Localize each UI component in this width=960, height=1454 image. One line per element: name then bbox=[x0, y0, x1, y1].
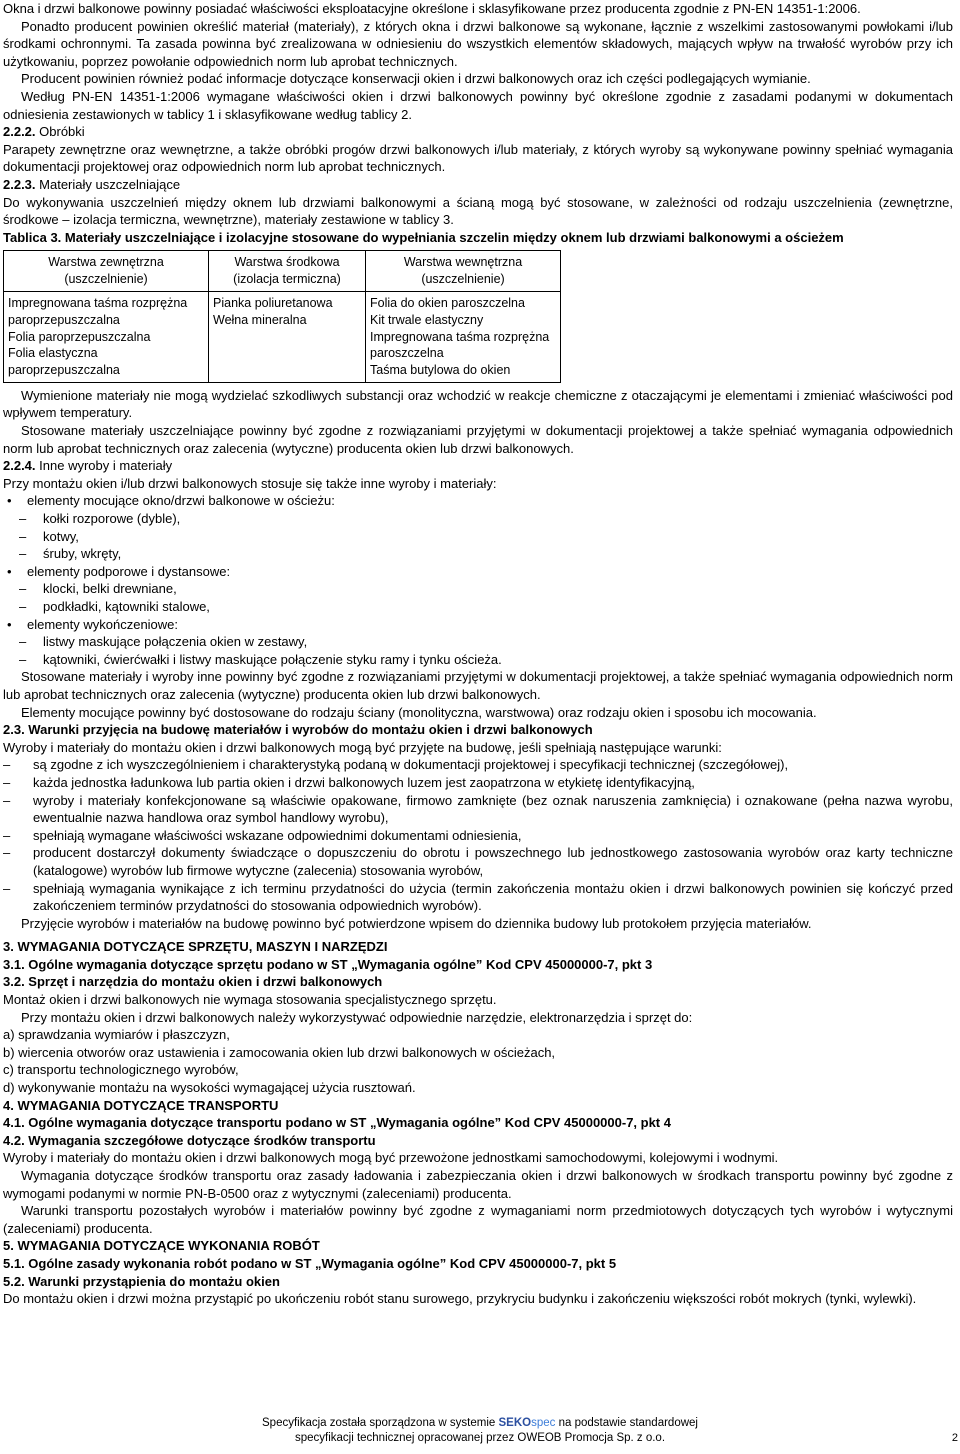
paragraph: Elementy mocujące powinny być dostosowane do rodzaju ściany (monolityczna, warstwowa) oraz rodzaju okien i sposobu ich mocowania. bbox=[21, 704, 817, 720]
paragraph: Wymienione materiały nie mogą wydzielać szkodliwych substancji oraz wchodzić w reakcje chemiczne z otaczającymi je elementami i zmieniać właściwości pod wpływem temperatury. bbox=[3, 387, 953, 421]
list-item: • elementy mocujące okno/drzwi balkonowe w ościeżu: bbox=[7, 493, 335, 509]
page-number: 2 bbox=[951, 1432, 958, 1444]
list-item: • elementy wykończeniowe: bbox=[7, 616, 179, 632]
list-item: – kołki rozporowe (dyble), bbox=[19, 511, 181, 527]
paragraph: Wyroby i materiały do montażu okien i drzwi balkonowych mogą być przyjęte na budowę, jeśli spełniają następujące warunki: bbox=[3, 739, 722, 755]
paragraph: Przyjęcie wyrobów i materiałów na budowę powinno być potwierdzone wpisem do dziennika budowy lub protokołem przyjęcia materiałów. bbox=[21, 915, 812, 931]
conditions-list bbox=[3, 756, 953, 914]
paragraph: Okna i drzwi balkonowe powinny posiadać właściwości eksploatacyjne określone i sklasyfikowane przez producenta zgodnie z PN-EN 14351-1:2006. bbox=[3, 1, 861, 16]
paragraph: Warunki transportu pozostałych wyrobów i materiałów powinny być zgodne z wymaganiami norm przedmiotowych dotyczących tych wyrobów i wytycznymi (zaleceniami) producenta. bbox=[3, 1203, 953, 1236]
table-row bbox=[4, 291, 561, 382]
list-item: • elementy podporowe i dystansowe: bbox=[7, 563, 231, 579]
paragraph: Parapety zewnętrzne oraz wewnętrzne, a także obróbki progów drzwi balkonowych i/lub materiały, z których wyroby są wykonywane powinny spełniać wymagania dokumentacji projektowej oraz odpowiednich norm lub aprobat technicznych. bbox=[3, 141, 953, 175]
list-item: – spełniają wymagane właściwości wskazane odpowiednimi dokumentami odniesienia, bbox=[3, 827, 522, 843]
table-caption: Tablica 3. Materiały uszczelniające i izolacyjne stosowane do wypełniania szczelin między oknem lub drzwiami balkonowymi a ościeżem bbox=[3, 229, 844, 245]
chapter-heading-5: 5. WYMAGANIA DOTYCZĄCE WYKONANIA ROBÓT bbox=[3, 1238, 320, 1254]
section-heading-5-1: 5.1. Ogólne zasady wykonania robót podano w ST „Wymagania ogólne” Kod CPV 45000000-7, pkt 5 bbox=[3, 1255, 617, 1271]
chapter-heading-3: 3. WYMAGANIA DOTYCZĄCE SPRZĘTU, MASZYN I NARZĘDZI bbox=[3, 939, 388, 955]
table-header-cell: Warstwa wewnętrzna (uszczelnienie) bbox=[366, 251, 561, 292]
sekospec-logo: SEKOspec bbox=[498, 1417, 556, 1429]
section-heading-2-2-4: 2.2.4. Inne wyroby i materiały bbox=[3, 458, 173, 474]
section-heading-2-3: 2.3. Warunki przyjęcia na budowę materiałów i wyrobów do montażu okien i drzwi balkonowych bbox=[3, 722, 593, 738]
list-item: d) wykonywanie montażu na wysokości wymagającej użycia rusztowań. bbox=[3, 1080, 416, 1096]
section-heading-3-2: 3.2. Sprzęt i narzędzia do montażu okien i drzwi balkonowych bbox=[3, 974, 383, 990]
list-item: c) transportu technologicznego wyrobów, bbox=[3, 1062, 239, 1078]
section-heading-2-2-3: 2.2.3. Materiały uszczelniające bbox=[3, 176, 181, 192]
paragraph: Stosowane materiały i wyroby inne powinny być zgodne z rozwiązaniami przyjętymi w dokumentacji projektowej, a także spełniać wymagania odpowiednich norm lub aprobat technicznych oraz zalecenia (wytyczne) producenta okien lub drzwi balkonowych. bbox=[3, 669, 953, 702]
section-heading-4-2: 4.2. Wymagania szczegółowe dotyczące środków transportu bbox=[3, 1132, 376, 1148]
list-item: – śruby, wkręty, bbox=[19, 546, 122, 562]
paragraph: Do montażu okien i drzwi można przystąpić po ukończeniu robót stanu surowego, przykryciu budynku i zakończeniu większości robót mokrych (tynki, wylewki). bbox=[3, 1291, 917, 1307]
document-page bbox=[3, 0, 953, 1308]
list-item: – listwy maskujące połączenia okien w zestawy, bbox=[19, 634, 308, 650]
list-item: – spełniają wymagania wynikające z ich terminu przydatności do użycia (termin zakończenia montażu okien i drzwi balkonowych powinien się kończyć przed zakończeniem terminów przydatności do stosowania odpowiednich wyrobów). bbox=[3, 880, 953, 914]
bullet-list bbox=[3, 492, 953, 668]
list-item: – kotwy, bbox=[19, 528, 79, 544]
section-heading-4-1: 4.1. Ogólne wymagania dotyczące transportu podano w ST „Wymagania ogólne” Kod CPV 45000000-7, pkt 4 bbox=[3, 1115, 671, 1131]
list-item: – producent dostarczył dokumenty świadczące o dopuszczeniu do obrotu i powszechnego lub jednostkowego zastosowania wyrobów oraz karty techniczne (katalogowe) wyrobów lub firmowe wytyczne (zalecenia) stosowania wyrobów, bbox=[3, 845, 953, 878]
materials-table bbox=[3, 250, 561, 383]
paragraph: Przy montażu okien i/lub drzwi balkonowych stosuje się także inne wyroby i materiały: bbox=[3, 475, 497, 491]
list-item: a) sprawdzania wymiarów i płaszczyzn, bbox=[3, 1027, 230, 1043]
section-heading-5-2: 5.2. Warunki przystąpienia do montażu okien bbox=[3, 1273, 280, 1289]
table-cell: Folia do okien paroszczelna Kit trwale elastyczny Impregnowana taśma rozprężna paroszczelna Taśma butylowa do okien bbox=[366, 291, 561, 382]
paragraph: Wyroby i materiały do montażu okien i drzwi balkonowych mogą być przewożone jednostkami samochodowymi, kolejowymi i wodnymi. bbox=[3, 1150, 779, 1166]
paragraph: Montaż okien i drzwi balkonowych nie wymaga stosowania specjalistycznego sprzętu. bbox=[3, 992, 497, 1008]
list-item: – każda jednostka ładunkowa lub partia okien i drzwi balkonowych luzem jest zaopatrzona w etykietę identyfikacyjną, bbox=[3, 774, 695, 790]
section-heading-2-2-2: 2.2.2. Obróbki bbox=[3, 124, 85, 140]
table-header-row bbox=[4, 251, 561, 292]
list-item: – podkładki, kątowniki stalowe, bbox=[19, 599, 210, 615]
table-header-cell: Warstwa środkowa (izolacja termiczna) bbox=[209, 251, 366, 292]
paragraph: Ponadto producent powinien określić materiał (materiały), z których okna i drzwi balkonowe są wykonane, łącznie z wszelkimi zastosowanymi powłokami i/lub środkami ochronnymi. Ta zasada powinna być zrealizowana w odniesieniu do wszystkich elementów składowych, mających wpływ na trwałość wyrobów przy ich użytkowaniu, poprzez powołanie odpowiednich norm lub aprobat technicznych. bbox=[3, 18, 953, 69]
paragraph: Producent powinien również podać informacje dotyczące konserwacji okien i drzwi balkonowych oraz ich części podlegających wymianie. bbox=[21, 71, 811, 87]
paragraph: Przy montażu okien i drzwi balkonowych należy wykorzystywać odpowiednie narzędzie, elektronarzędzia i sprzęt do: bbox=[21, 1009, 693, 1025]
paragraph: Stosowane materiały uszczelniające powinny być zgodne z rozwiązaniami przyjętymi w dokumentacji projektowej a także spełniać wymagania odpowiednich norm lub aprobat technicznych oraz zalecenia (wytyczne) producenta okien lub drzwi balkonowych. bbox=[3, 423, 953, 456]
list-item: – kątowniki, ćwierćwałki i listwy maskujące połączenie styku ramy i tynku ościeża. bbox=[19, 651, 502, 667]
section-heading-3-1: 3.1. Ogólne wymagania dotyczące sprzętu podano w ST „Wymagania ogólne” Kod CPV 45000000-7, pkt 3 bbox=[3, 956, 653, 972]
list-item: – wyroby i materiały konfekcjonowane są właściwie opakowane, firmowo zamknięte (bez oznak naruszenia zamknięcia) i oznakowane (pełna nazwa wyrobu, ewentualnie nazwa handlowa oraz symbol handlowy wyrobu), bbox=[3, 792, 953, 826]
paragraph: Wymagania dotyczące środków transportu oraz zasady ładowania i zabezpieczania okien i drzwi balkonowych w środkach transportu powinny być zgodne z wymogami podanymi w normie PN-B-0500 oraz z wytycznymi (zaleceniami) producenta. bbox=[3, 1168, 953, 1201]
table-cell: Impregnowana taśma rozprężna paroprzepuszczalna Folia paroprzepuszczalna Folia elastyczna paroprzepuszczalna bbox=[4, 291, 209, 382]
table-header-cell: Warstwa zewnętrzna (uszczelnienie) bbox=[4, 251, 209, 292]
page-footer: Specyfikacja została sporządzona w systemie SEKOspec na podstawie standardowej specyfikacji technicznej opracowanej przez OWEOB Promocja Sp. z o.o. bbox=[262, 1417, 698, 1444]
chapter-heading-4: 4. WYMAGANIA DOTYCZĄCE TRANSPORTU bbox=[3, 1097, 279, 1113]
list-item: b) wiercenia otworów oraz ustawienia i zamocowania okien lub drzwi balkonowych w ościeżach, bbox=[3, 1044, 556, 1060]
list-item: – są zgodne z ich wyszczególnieniem i charakterystyką podaną w dokumentacji projektowej i specyfikacji technicznej (szczegółowej), bbox=[3, 757, 789, 773]
paragraph: Do wykonywania uszczelnień między oknem lub drzwiami balkonowymi a ścianą mogą być stosowane, w zależności od rodzaju uszczelnienia (zewnętrzne, środkowe – izolacja termiczna, wewnętrzne), materiały zestawione w tablicy 3. bbox=[3, 194, 953, 228]
list-item: – klocki, belki drewniane, bbox=[19, 581, 177, 597]
table-cell: Pianka poliuretanowa Wełna mineralna bbox=[209, 291, 366, 382]
paragraph: Według PN-EN 14351-1:2006 wymagane właściwości okien i drzwi balkonowych powinny być określone zgodnie z zasadami podanymi w dokumentach odniesienia zestawionych w tablicy 1 i sklasyfikowane według tablicy 2. bbox=[3, 88, 953, 122]
